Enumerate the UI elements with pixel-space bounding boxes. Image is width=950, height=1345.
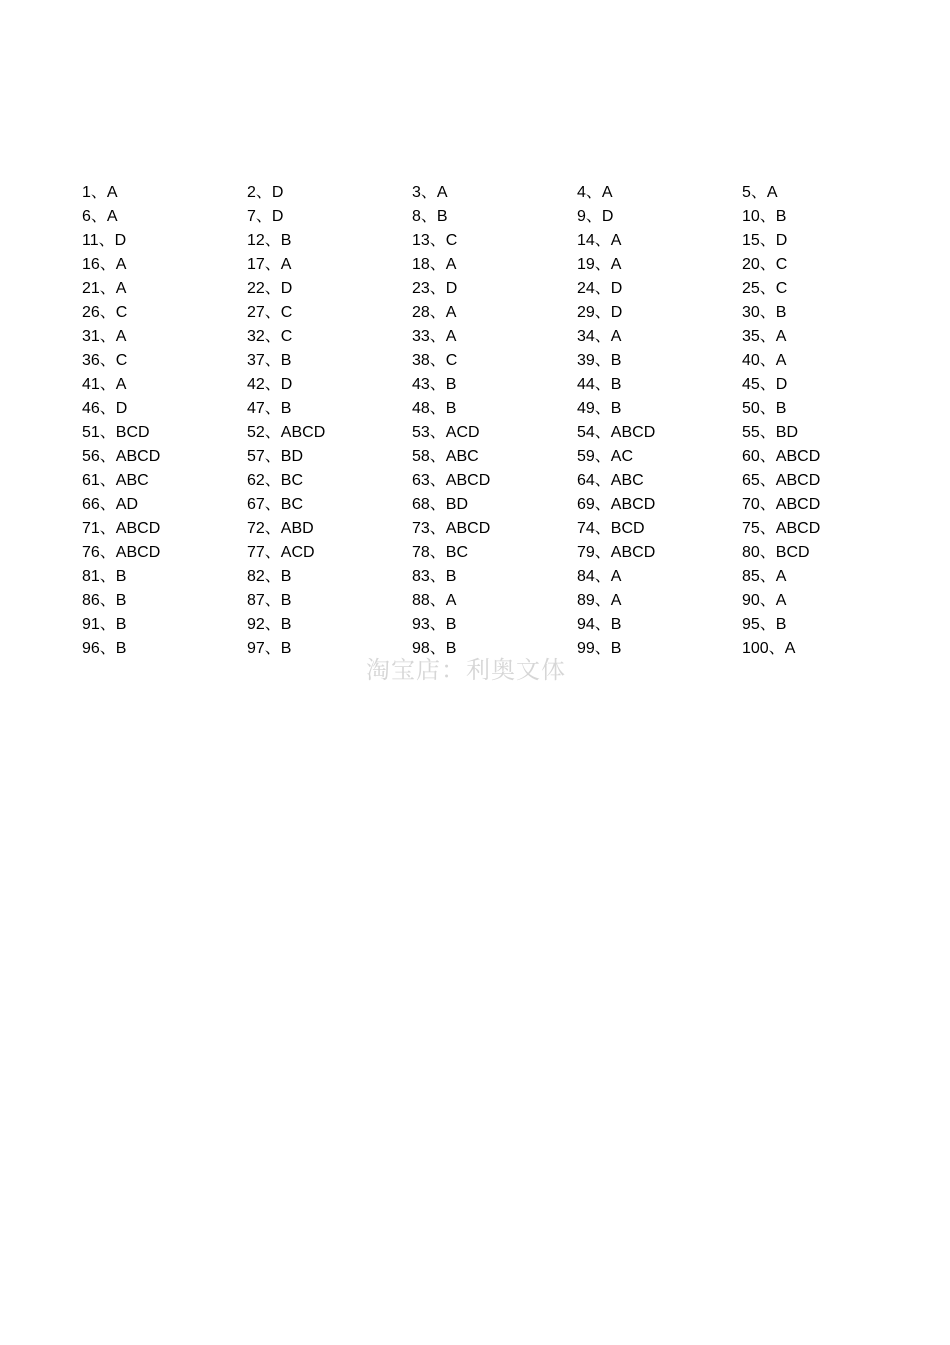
answer-item: 17、A [247,256,292,273]
answer-item: 13、C [412,232,458,249]
answer-item: 36、C [82,352,128,369]
answer-item: 47、B [247,400,292,417]
answer-item: 80、BCD [742,544,810,561]
answer-item: 49、B [577,400,622,417]
answer-item: 5、A [742,184,778,201]
answer-item: 58、ABC [412,448,479,465]
answer-item: 64、ABC [577,472,644,489]
answer-item: 100、A [742,640,796,657]
answer-item: 44、B [577,376,622,393]
answer-item: 9、D [577,208,614,225]
answer-item: 39、B [577,352,622,369]
answer-item: 73、ABCD [412,520,491,537]
answer-item: 28、A [412,304,457,321]
answer-item: 70、ABCD [742,496,821,513]
answer-item: 21、A [82,280,127,297]
answer-item: 67、BC [247,496,304,513]
answer-item: 14、A [577,232,622,249]
answer-item: 45、D [742,376,788,393]
answer-item: 54、ABCD [577,424,656,441]
answer-item: 30、B [742,304,787,321]
answer-item: 95、B [742,616,787,633]
answer-item: 32、C [247,328,293,345]
answer-item: 78、BC [412,544,469,561]
answer-item: 35、A [742,328,787,345]
answer-item: 24、D [577,280,623,297]
answer-item: 56、ABCD [82,448,161,465]
answer-item: 23、D [412,280,458,297]
answer-item: 83、B [412,568,457,585]
answer-item: 38、C [412,352,458,369]
answer-item: 27、C [247,304,293,321]
answer-key-grid [82,181,912,661]
answer-item: 61、ABC [82,472,149,489]
answer-item: 41、A [82,376,127,393]
answer-item: 10、B [742,208,787,225]
answer-item: 18、A [412,256,457,273]
answer-item: 1、A [82,184,118,201]
answer-item: 99、B [577,640,622,657]
answer-item: 4、A [577,184,613,201]
answer-item: 87、B [247,592,292,609]
answer-item: 68、BD [412,496,469,513]
answer-item: 8、B [412,208,448,225]
answer-item: 91、B [82,616,127,633]
answer-item: 62、BC [247,472,304,489]
answer-item: 97、B [247,640,292,657]
answer-item: 65、ABCD [742,472,821,489]
answer-item: 3、A [412,184,448,201]
answer-item: 37、B [247,352,292,369]
answer-item: 42、D [247,376,293,393]
answer-item: 40、A [742,352,787,369]
answer-item: 16、A [82,256,127,273]
answer-item: 7、D [247,208,284,225]
answer-item: 19、A [577,256,622,273]
answer-item: 81、B [82,568,127,585]
watermark: 淘宝店：利奥文体 [366,656,566,684]
answer-item: 93、B [412,616,457,633]
answer-item: 60、ABCD [742,448,821,465]
answer-item: 98、B [412,640,457,657]
answer-item: 76、ABCD [82,544,161,561]
answer-item: 26、C [82,304,128,321]
answer-item: 2、D [247,184,284,201]
answer-item: 11、D [82,232,127,249]
answer-item: 55、BD [742,424,799,441]
answer-item: 84、A [577,568,622,585]
answer-item: 74、BCD [577,520,645,537]
answer-item: 94、B [577,616,622,633]
answer-item: 79、ABCD [577,544,656,561]
answer-item: 69、ABCD [577,496,656,513]
answer-item: 77、ACD [247,544,315,561]
answer-item: 89、A [577,592,622,609]
answer-item: 31、A [82,328,127,345]
answer-item: 85、A [742,568,787,585]
answer-item: 90、A [742,592,787,609]
answer-item: 75、ABCD [742,520,821,537]
answer-item: 34、A [577,328,622,345]
answer-item: 29、D [577,304,623,321]
answer-item: 57、BD [247,448,304,465]
answer-item: 6、A [82,208,118,225]
answer-item: 92、B [247,616,292,633]
answer-item: 86、B [82,592,127,609]
answer-item: 63、ABCD [412,472,491,489]
answer-item: 59、AC [577,448,634,465]
answer-item: 96、B [82,640,127,657]
answer-item: 52、ABCD [247,424,326,441]
answer-item: 88、A [412,592,457,609]
answer-item: 20、C [742,256,788,273]
answer-item: 66、AD [82,496,139,513]
answer-item: 12、B [247,232,292,249]
answer-item: 51、BCD [82,424,150,441]
answer-item: 48、B [412,400,457,417]
answer-item: 33、A [412,328,457,345]
answer-item: 82、B [247,568,292,585]
answer-item: 25、C [742,280,788,297]
answer-item: 15、D [742,232,788,249]
answer-item: 43、B [412,376,457,393]
answer-item: 53、ACD [412,424,480,441]
answer-item: 22、D [247,280,293,297]
answer-item: 46、D [82,400,128,417]
answer-item: 71、ABCD [82,520,161,537]
answer-item: 72、ABD [247,520,314,537]
answer-item: 50、B [742,400,787,417]
